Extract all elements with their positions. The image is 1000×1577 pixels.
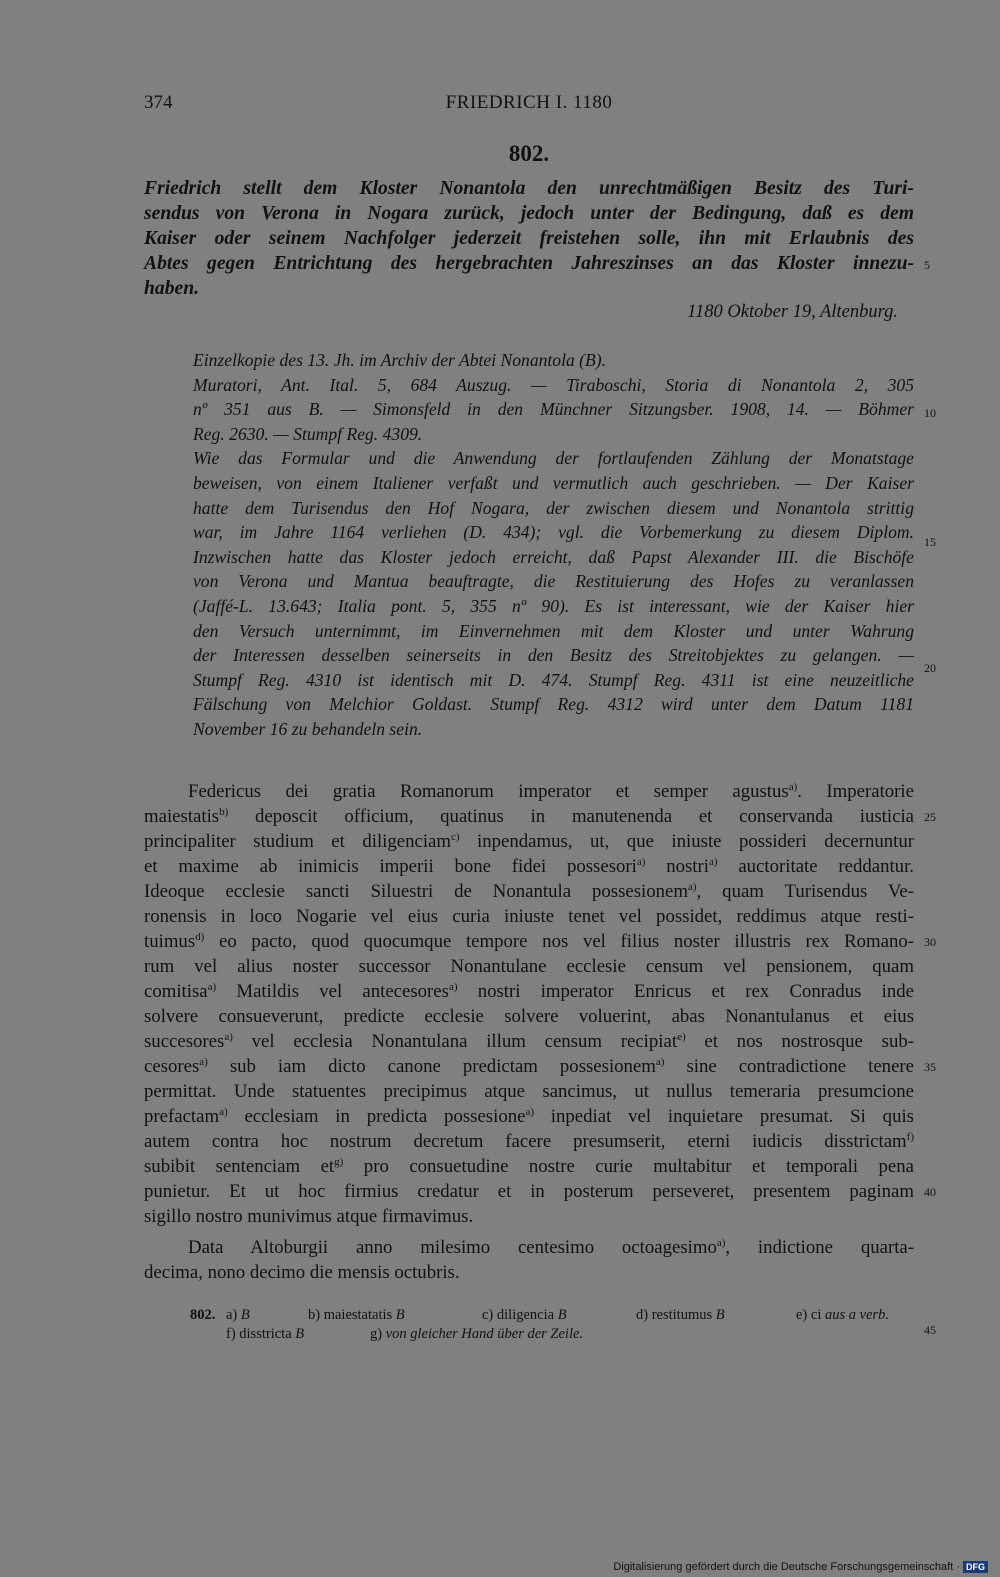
preliminary-notes xyxy=(193,348,914,742)
text_lines-line xyxy=(144,1104,914,1129)
footnote-document-number: 802. xyxy=(190,1307,216,1323)
page-header xyxy=(144,92,914,116)
transmission-line: nº 351 aus B. — Simonsfeld in den Münchner Sitzungsber. 1908, 14. — Böhmer xyxy=(193,399,914,420)
date-place: 1180 Oktober 19, Altenburg. xyxy=(687,302,898,322)
footnote-marker: c) xyxy=(451,831,460,843)
line-number: 45 xyxy=(924,1323,936,1337)
document-number: 802. xyxy=(508,141,550,166)
footnote-marker: a) xyxy=(636,856,646,868)
critical-apparatus xyxy=(190,1306,914,1344)
footnote-a: a) B xyxy=(226,1307,250,1323)
text-segment: vel ecclesia Nonantulana illum censum recipiat xyxy=(232,1031,678,1052)
text-segment: , quam Turisendus Ve- xyxy=(696,881,914,902)
text-segment: Ideoque ecclesie sancti Siluestri de Nonantula possesionem xyxy=(144,881,688,902)
footnote-c: c) diligencia B xyxy=(482,1307,567,1323)
text_lines-line xyxy=(144,904,914,929)
footnote-marker: g) xyxy=(334,1156,344,1168)
text_lines-line xyxy=(144,979,914,1004)
transmission-line: Muratori, Ant. Ital. 5, 684 Auszug. — Tiraboschi, Storia di Nonantola 2, 305 xyxy=(193,374,914,395)
commentary-line: war, im Jahre 1164 verliehen (D. 434); vgl. die Vorbemerkung zu diesem Diplom. xyxy=(193,522,914,543)
line-number: 40 xyxy=(924,1185,936,1199)
text-segment: ecclesiam in predicta possesione xyxy=(227,1106,526,1127)
text_lines-line xyxy=(144,1154,914,1179)
text-segment: rum vel alius noster successor Nonantulane ecclesie censum vel pensionem, quam xyxy=(144,956,914,977)
text_lines-line xyxy=(144,779,914,804)
commentary-line: von Verona und Mantua beauftragte, die Restituierung des Hofes zu veranlassen xyxy=(193,571,914,592)
footnote-marker: a) xyxy=(655,1056,665,1068)
line-number: 25 xyxy=(924,810,936,824)
line-number: 10 xyxy=(924,406,936,420)
footnote-marker: a) xyxy=(716,1237,726,1249)
text-segment: . Imperatorie xyxy=(797,781,914,802)
footnote-marker: a) xyxy=(448,981,458,993)
text-segment: nostri imperator Enricus et rex Conradus inde xyxy=(457,981,914,1002)
text-segment: permittat. Unde statuentes precipimus atque sancimus, ut nullus temeraria presumcione xyxy=(144,1081,914,1102)
footnote-marker: a) xyxy=(687,881,697,893)
regest-line: Abtes gegen Entrichtung des hergebrachten Jahreszinses an das Kloster innezu- xyxy=(144,253,914,274)
transmission-line: Reg. 2630. — Stumpf Reg. 4309. xyxy=(193,423,423,444)
commentary-line: den Versuch unternimmt, im Einvernehmen mit dem Kloster und unter Wahrung xyxy=(193,620,914,641)
text-segment: punietur. Et ut hoc firmius credatur et in posterum perseveret, presentem paginam xyxy=(144,1181,914,1202)
regest-line: Kaiser oder seinem Nachfolger jederzeit freistehen solle, ihn mit Erlaubnis des xyxy=(144,228,914,249)
text-segment: solvere consueverunt, predicte ecclesie solvere voluerint, abas Nonantulanus et eius xyxy=(144,1006,914,1027)
text-segment: et maxime ab inimicis imperii bone fidei possesori xyxy=(144,856,637,877)
footnote-row xyxy=(190,1306,914,1325)
line-number: 35 xyxy=(924,1060,936,1074)
text-segment: nostri xyxy=(645,856,709,877)
commentary-line: der Interessen desselben seinerseits in den Besitz des Streitobjektes zu gelangen. — xyxy=(193,645,914,666)
text_lines-line xyxy=(144,929,914,954)
regest-line: Friedrich stellt dem Kloster Nonantola den unrechtmäßigen Besitz des Turi- xyxy=(144,178,914,199)
footnote-marker: e) xyxy=(677,1031,686,1043)
footnote-row xyxy=(190,1325,914,1344)
text_lines-line xyxy=(144,1129,914,1154)
running-title: FRIEDRICH I. 1180 xyxy=(445,92,613,113)
text_lines-line xyxy=(144,954,914,979)
text-segment: pro consuetudine nostre curie multabitur et temporali pena xyxy=(343,1156,914,1177)
text-segment: sine contradictione tenere xyxy=(664,1056,915,1077)
text-segment: comitisa xyxy=(144,981,208,1002)
commentary-line: hatte dem Turisendus den Hof Nogara, der zwischen diesem und Nonantola strittig xyxy=(193,497,914,518)
footnote-e: e) ci aus a verb. xyxy=(796,1307,890,1323)
text-segment: Data Altoburgii anno milesimo centesimo octoagesimo xyxy=(188,1237,717,1258)
footnote-b: b) maiestatatis B xyxy=(308,1307,405,1323)
dating_lines-line xyxy=(144,1235,914,1260)
regest-line: sendus von Verona in Nogara zurück, jedoch unter der Bedingung, daß es dem xyxy=(144,203,914,224)
text-segment: Matildis vel antecesores xyxy=(216,981,449,1002)
text-segment: decima, nono decimo die mensis octubris. xyxy=(144,1262,460,1283)
text_lines-line xyxy=(144,854,914,879)
text_lines-line xyxy=(144,1029,914,1054)
text_lines-line xyxy=(144,879,914,904)
text-segment: , indictione quarta- xyxy=(725,1237,915,1258)
footnote-f: f) disstricta B xyxy=(226,1326,305,1342)
commentary-line: Inzwischen hatte das Kloster jedoch erreicht, daß Papst Alexander III. die Bischöfe xyxy=(193,546,914,567)
dfg-logo: DFG xyxy=(963,1561,988,1573)
text-segment: maiestatis xyxy=(144,806,220,827)
dating_lines-line xyxy=(144,1260,914,1285)
line-number: 30 xyxy=(924,935,936,949)
text-segment: succesores xyxy=(144,1031,225,1052)
text-segment: et nos nostrosque sub- xyxy=(685,1031,914,1052)
footnote-marker: b) xyxy=(219,806,229,818)
commentary-line: Fälschung von Melchior Goldast. Stumpf Reg. 4312 wird unter dem Datum 1181 xyxy=(193,694,914,715)
footnote-g: g) von gleicher Hand über der Zeile. xyxy=(370,1326,584,1342)
commentary-line: November 16 zu behandeln sein. xyxy=(193,718,423,739)
text-segment: Federicus dei gratia Romanorum imperator et semper agustus xyxy=(188,781,789,802)
footnote-marker: a) xyxy=(219,1106,228,1118)
text_lines-line xyxy=(144,1179,914,1204)
text-segment: deposcit officium, quatinus in manutenenda et conservanda iusticia xyxy=(228,806,914,827)
text_lines-line xyxy=(144,1204,914,1229)
text-segment: eo pacto, quod quocumque tempore nos vel filius noster illustris rex Romano- xyxy=(204,931,914,952)
text_lines-line xyxy=(144,804,914,829)
text-segment: subibit sentenciam et xyxy=(144,1156,335,1177)
text-segment: inpediat vel inquietare presumat. Si quis xyxy=(533,1106,914,1127)
text-segment: sigillo nostro munivimus atque firmavimus. xyxy=(144,1206,474,1227)
page-number: 374 xyxy=(144,92,173,113)
text-segment: principaliter studium et diligenciam xyxy=(144,831,452,852)
text-segment: sub iam dicto canone predictam possesionem xyxy=(207,1056,656,1077)
footnote-marker: a) xyxy=(525,1106,534,1118)
commentary-line: (Jaffé-L. 13.643; Italia pont. 5, 355 nº 90). Es ist interessant, wie der Kaiser hier xyxy=(193,595,914,616)
text_lines-line xyxy=(144,1004,914,1029)
text_lines-line xyxy=(144,829,914,854)
text_lines-line xyxy=(144,1054,914,1079)
footnote-d: d) restitumus B xyxy=(636,1307,725,1323)
credit-text: Digitalisierung gefördert durch die Deutsche Forschungsgemeinschaft · xyxy=(613,1560,960,1573)
transmission-line: Einzelkopie des 13. Jh. im Archiv der Abtei Nonantola (B). xyxy=(193,350,607,370)
footnote-marker: a) xyxy=(199,1056,208,1068)
regest-line: haben. xyxy=(144,278,199,299)
footnote-marker: a) xyxy=(788,781,798,793)
line-number: 5 xyxy=(924,258,930,272)
footnote-marker: a) xyxy=(709,856,718,868)
commentary-line: Wie das Formular und die Anwendung der fortlaufenden Zählung der Monatstage xyxy=(193,448,914,469)
text_lines-line xyxy=(144,1079,914,1104)
charter-text xyxy=(144,779,914,1285)
text-segment: inpendamus, ut, que iniuste possideri decernuntur xyxy=(459,831,914,852)
footnote-marker: a) xyxy=(207,981,217,993)
text-segment: ronensis in loco Nogarie vel eius curia iniuste tenet vel possidet, reddimus atque resti- xyxy=(144,906,914,927)
text-segment: auctoritate reddantur. xyxy=(717,856,914,877)
digitization-credit xyxy=(613,1561,988,1573)
footnote-marker: a) xyxy=(224,1031,233,1043)
commentary-line: beweisen, von einem Italiener verfaßt und vermutlich auch geschrieben. — Der Kaiser xyxy=(193,472,914,493)
text-segment: cesores xyxy=(144,1056,200,1077)
footnote-marker: d) xyxy=(195,931,205,943)
line-number: 15 xyxy=(924,535,936,549)
commentary-line: Stumpf Reg. 4310 ist identisch mit D. 474. Stumpf Reg. 4311 ist eine neuzeitliche xyxy=(193,669,914,690)
text-segment: tuimus xyxy=(144,931,196,952)
footnote-marker: f) xyxy=(906,1131,914,1143)
text-segment: autem contra hoc nostrum decretum facere presumserit, eterni iudicis disstrictam xyxy=(144,1131,907,1152)
regest xyxy=(144,176,914,301)
line-number: 20 xyxy=(924,661,936,675)
text-segment: prefactam xyxy=(144,1106,220,1127)
